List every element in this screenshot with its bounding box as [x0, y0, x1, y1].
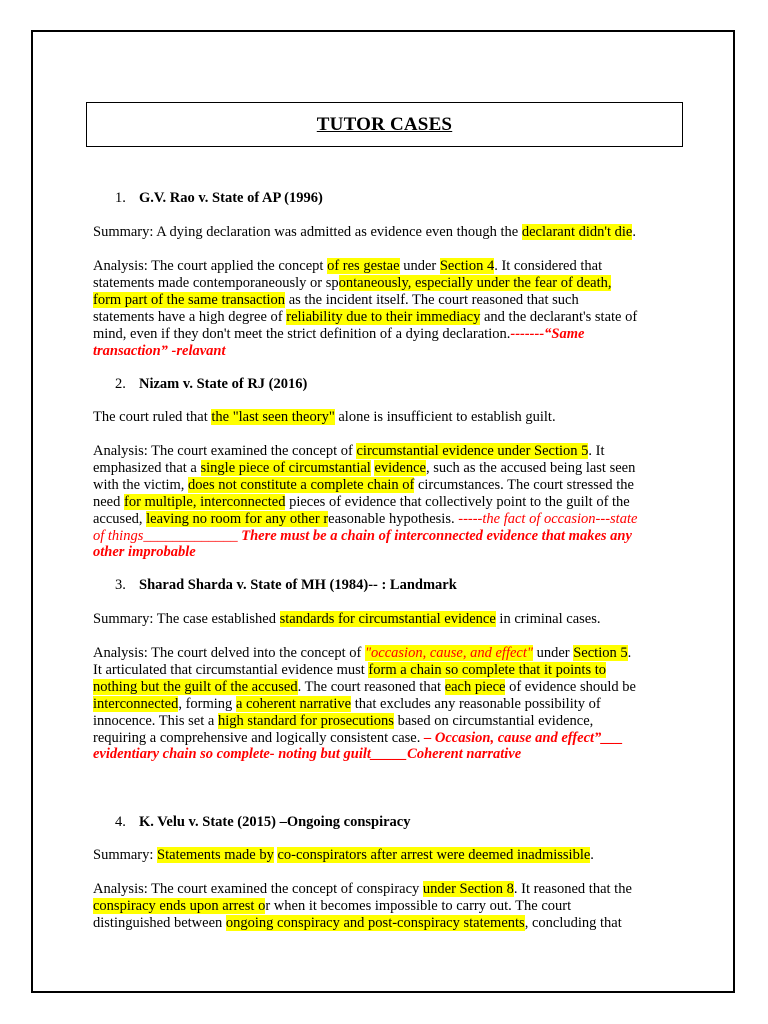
case-1-analysis	[93, 258, 683, 359]
text-segment: with the victim,	[93, 476, 189, 493]
annotation-text: transaction” -relavant	[93, 342, 226, 359]
case-number: 4.	[115, 814, 126, 830]
case-3-summary	[93, 611, 683, 628]
highlighted-text: "occasion, cause, and effect"	[364, 645, 533, 661]
text-segment: r when it becomes impossible to carry out. The court	[265, 897, 572, 914]
analysis-line	[93, 645, 683, 662]
text-segment: accused,	[93, 510, 147, 527]
text-segment: Analysis: The court applied the concept	[93, 258, 328, 274]
text-segment: distinguished between	[93, 914, 226, 931]
text-segment: statements made contemporaneously or sp	[93, 274, 339, 291]
text-segment: emphasized that a	[93, 459, 201, 476]
annotation-text: There must be a chain of interconnected evidence that makes any	[237, 527, 632, 544]
text-segment: Analysis: The court delved into the concept of	[93, 645, 365, 661]
text-segment: .	[627, 645, 632, 661]
case-title: K. Velu v. State (2015) –Ongoing conspiracy	[139, 814, 411, 830]
highlighted-text: single piece of circumstantial	[200, 459, 371, 476]
text-segment: Summary: The case established	[93, 611, 280, 627]
text-segment: Summary:	[93, 847, 158, 863]
case-heading-2	[115, 376, 307, 393]
analysis-line	[93, 511, 683, 528]
text-segment: easonable hypothesis.	[328, 510, 459, 527]
analysis-line	[93, 915, 683, 932]
title-box	[86, 102, 683, 147]
case-heading-1	[115, 190, 323, 207]
analysis-line	[93, 309, 683, 326]
analysis-line	[93, 292, 683, 309]
case-heading-4	[115, 814, 411, 831]
text-segment: , forming	[178, 695, 236, 712]
case-number: 2.	[115, 376, 126, 392]
summary-line	[93, 611, 683, 628]
case-1-summary	[93, 224, 683, 241]
highlighted-text: reliability due to their immediacy	[286, 308, 481, 325]
highlighted-text: nothing but the guilt of the accused	[93, 678, 298, 695]
case-4-summary	[93, 847, 683, 864]
text-segment: .	[590, 847, 594, 863]
text-segment: .	[632, 224, 636, 240]
highlighted-text: co-conspirators after arrest were deemed inadmissible	[277, 847, 591, 863]
annotation-text: – Occasion, cause and effect”___	[423, 729, 624, 746]
summary-line	[93, 409, 683, 426]
highlighted-text: under Section 8	[422, 881, 514, 897]
page-title: TUTOR CASES	[316, 114, 453, 135]
case-number: 1.	[115, 190, 126, 206]
text-segment: , concluding that	[524, 914, 622, 931]
case-number: 3.	[115, 577, 126, 593]
text-segment: Analysis: The court examined the concept of conspiracy	[93, 881, 423, 897]
annotation-text: of things_____________	[93, 527, 238, 544]
case-title: Nizam v. State of RJ (2016)	[139, 376, 308, 392]
summary-line	[93, 224, 683, 241]
highlighted-text: Section 5	[573, 645, 628, 661]
case-3-analysis	[93, 645, 683, 763]
text-segment: It articulated that circumstantial evidence must	[93, 661, 369, 678]
analysis-line	[93, 460, 683, 477]
text-segment: under	[399, 258, 440, 274]
text-segment: circumstances. The court stressed the	[414, 476, 634, 493]
annotation-text: -----the fact of occasion---state	[458, 510, 638, 527]
highlighted-text: the "last seen theory"	[211, 409, 335, 425]
text-segment: under	[532, 645, 574, 661]
highlighted-text: ontaneously, especially under the fear of death,	[338, 274, 612, 291]
highlighted-text: circumstantial evidence under Section 5	[356, 443, 589, 459]
highlighted-text: conspiracy ends upon arrest o	[93, 897, 266, 914]
analysis-line	[93, 326, 683, 343]
highlighted-text: declarant didn't die	[521, 224, 633, 240]
text-segment: The court ruled that	[93, 409, 212, 425]
highlighted-text: form a chain so complete that it points to	[368, 661, 606, 678]
analysis-line	[93, 544, 683, 561]
case-title: G.V. Rao v. State of AP (1996)	[139, 190, 323, 206]
text-segment: alone is insufficient to establish guilt.	[334, 409, 556, 425]
case-heading-3	[115, 577, 457, 594]
highlighted-text: interconnected	[93, 695, 179, 712]
text-segment: and the declarant's state of	[480, 308, 638, 325]
analysis-line	[93, 679, 683, 696]
text-segment: pieces of evidence that collectively point to the guilt of the	[285, 493, 630, 510]
text-segment: . It reasoned that the	[513, 881, 632, 897]
analysis-line	[93, 477, 683, 494]
analysis-line	[93, 730, 683, 747]
text-segment: mind, even if they don't meet the strict definition of a dying declaration.	[93, 325, 511, 342]
annotation-text: evidentiary chain so complete- noting but guilt_____Coherent narrative	[93, 746, 522, 763]
analysis-line	[93, 898, 683, 915]
analysis-line	[93, 696, 683, 713]
analysis-line	[93, 881, 683, 898]
text-segment: . The court reasoned that	[297, 678, 445, 695]
highlighted-text: standards for circumstantial evidence	[279, 611, 496, 627]
highlighted-text: each piece	[444, 678, 506, 695]
text-segment: Analysis: The court examined the concept of	[93, 443, 357, 459]
text-segment: based on circumstantial evidence,	[393, 712, 594, 729]
highlighted-text: leaving no room for any other r	[146, 510, 329, 527]
highlighted-text: form part of the same transaction	[93, 291, 286, 308]
analysis-line	[93, 443, 683, 460]
highlighted-text: Statements made by	[157, 847, 274, 863]
text-segment: need	[93, 493, 124, 510]
analysis-line	[93, 258, 683, 275]
case-4-analysis	[93, 881, 683, 932]
case-2-analysis	[93, 443, 683, 561]
summary-line	[93, 847, 683, 864]
text-segment: as the incident itself. The court reasoned that such	[285, 291, 579, 308]
highlighted-text: ongoing conspiracy and post-conspiracy statements	[225, 914, 525, 931]
highlighted-text: high standard for prosecutions	[217, 712, 394, 729]
analysis-line	[93, 275, 683, 292]
text-segment: , such as the accused being last seen	[425, 459, 636, 476]
case-2-summary	[93, 409, 683, 426]
text-segment: statements have a high degree of	[93, 308, 287, 325]
text-segment: in criminal cases.	[495, 611, 601, 627]
highlighted-text: evidence	[374, 459, 426, 476]
case-title: Sharad Sharda v. State of MH (1984)-- : Landmark	[139, 577, 457, 593]
analysis-line	[93, 746, 683, 763]
analysis-line	[93, 494, 683, 511]
analysis-line	[93, 713, 683, 730]
highlighted-text: does not constitute a complete chain of	[188, 476, 415, 493]
annotation-text: -------“Same	[510, 325, 585, 342]
highlighted-text: Section 4	[439, 258, 495, 274]
analysis-line	[93, 528, 683, 545]
text-segment: requiring a comprehensive and logically consistent case.	[93, 729, 424, 746]
text-segment: of evidence should be	[505, 678, 636, 695]
highlighted-text: for multiple, interconnected	[124, 493, 286, 510]
text-segment: that excludes any reasonable possibility of	[351, 695, 601, 712]
text-segment: . It considered that	[494, 258, 603, 274]
text-segment: innocence. This set a	[93, 712, 218, 729]
analysis-line	[93, 343, 683, 360]
highlighted-text: a coherent narrative	[235, 695, 352, 712]
text-segment: Summary: A dying declaration was admitted as evidence even though the	[93, 224, 522, 240]
annotation-text: other improbable	[93, 544, 196, 561]
text-segment: . It	[588, 443, 605, 459]
highlighted-text: of res gestae	[327, 258, 400, 274]
analysis-line	[93, 662, 683, 679]
